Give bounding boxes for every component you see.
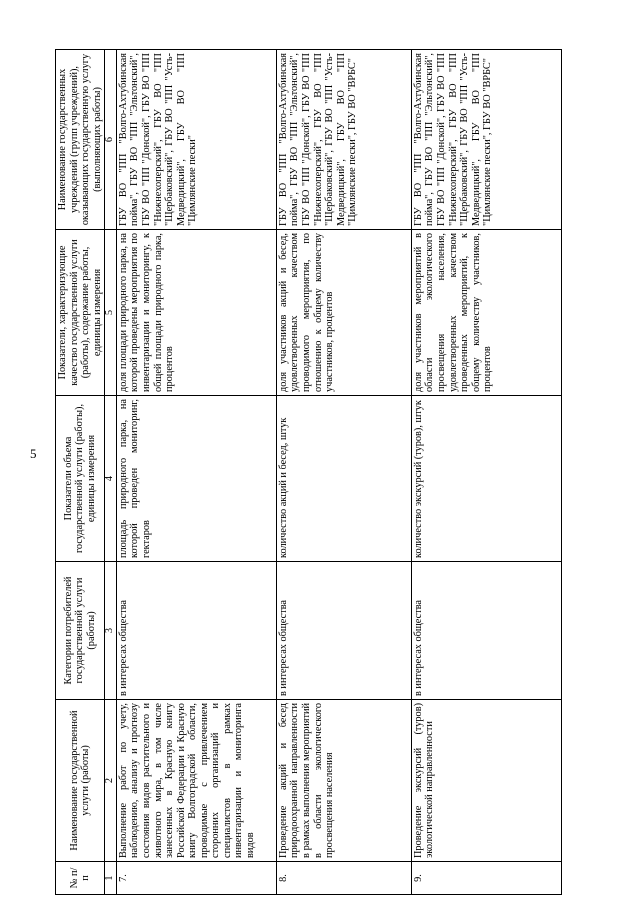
row-number: 7. <box>116 862 276 895</box>
quality-cell: доля участников мероприятий в области экологического просвещения населения, удовлетворенных качеством проведенных мероприятий, к общему количеству участников, процентов <box>411 230 561 396</box>
service-name-cell: Проведение акций и бесед природоохранной направленности в рамках выполнения мероприятий в области экологического просвещения населения <box>276 700 411 862</box>
institutions-cell: ГБУ ВО "ПП "Волго-Ахтубинская пойма", ГБУ ВО "ПП "Эльтонский", ГБУ ВО "ПП "Донской", ГБУ ВО "ПП "Нижнехоперский", ГБУ ВО "ПП "Щербаковский", ГБУ ВО "ПП "Усть-Медведицкий", ГБУ ВО "ПП "Цимлянские пески" <box>116 50 276 230</box>
header-quality: Показатели, характеризующие качество государственной услуги (работы), содержание работы, единицы измерения <box>56 230 105 396</box>
quality-cell: доля участников акций и бесед, удовлетворенных качеством проводимого мероприятия, по отношению к общему количеству участников, процентов <box>276 230 411 396</box>
header-service-name: Наименование государственной услуги (работы) <box>56 700 105 862</box>
column-number: 2 <box>105 700 117 862</box>
rotated-table-container <box>55 50 615 895</box>
column-number-row <box>105 50 117 895</box>
institutions-cell: ГБУ ВО "ПП "Волго-Ахтубинская пойма", ГБУ ВО "ПП "Эльтонский", ГБУ ВО "ПП "Донской", ГБУ ВО "ПП "Нижнехоперский", ГБУ ВО "ПП "Щербаковский", ГБУ ВО "ПП "Усть-Медведицкий", ГБУ ВО "ПП "Цимлянские пески", ГБУ ВО "ВРБС" <box>276 50 411 230</box>
header-consumers: Категории потребителей государственной услуги (работы) <box>56 562 105 700</box>
volume-cell: количество экскурсий (туров), штук <box>411 396 561 562</box>
header-row <box>56 50 105 895</box>
table-row <box>411 50 561 895</box>
header-volume: Показатели объема государственной услуги (работы), единицы измерения <box>56 396 105 562</box>
column-number: 1 <box>105 862 117 895</box>
column-number: 3 <box>105 562 117 700</box>
service-name-cell: Выполнение работ по учету, наблюдению, анализу и прогнозу состояния видов растительного и животного мира, в том числе занесенных в Красную книгу Российской Федерации и Красную книгу Волгоградской области, проводимые с привлечением сторонних организаций и специалистов в рамках инвентаризации и мониторинга видов <box>116 700 276 862</box>
quality-cell: доля площади природного парка, на которой проведены мероприятия по инвентаризации и мониторингу, к общей площади природного парка, процентов <box>116 230 276 396</box>
consumers-cell: в интересах общества <box>116 562 276 700</box>
services-table <box>55 49 562 895</box>
table-row <box>276 50 411 895</box>
header-institutions: Наименование государственных учреждений (групп учреждений), оказывающих государственную услугу (выполняющих работы) <box>56 50 105 230</box>
volume-cell: площадь природного парка, на которой проведен мониторинг, гектаров <box>116 396 276 562</box>
volume-cell: количество акций и бесед, штук <box>276 396 411 562</box>
column-number: 6 <box>105 50 117 230</box>
consumers-cell: в интересах общества <box>411 562 561 700</box>
table-row <box>116 50 276 895</box>
service-name-cell: Проведение экскурсий (туров) экологической направленности <box>411 700 561 862</box>
page-number: 5 <box>30 446 37 461</box>
institutions-cell: ГБУ ВО "ПП "Волго-Ахтубинская пойма", ГБУ ВО "ПП "Эльтонский", ГБУ ВО "ПП "Донской", ГБУ ВО "ПП "Нижнехоперский", ГБУ ВО "ПП "Щербаковский", ГБУ ВО "ПП "Усть-Медведицкий", ГБУ ВО "ПП "Цимлянские пески", ГБУ ВО "ВРБС" <box>411 50 561 230</box>
column-number: 4 <box>105 396 117 562</box>
row-number: 8. <box>276 862 411 895</box>
column-number: 5 <box>105 230 117 396</box>
row-number: 9. <box>411 862 561 895</box>
consumers-cell: в интересах общества <box>276 562 411 700</box>
header-num: № п/п <box>56 862 105 895</box>
